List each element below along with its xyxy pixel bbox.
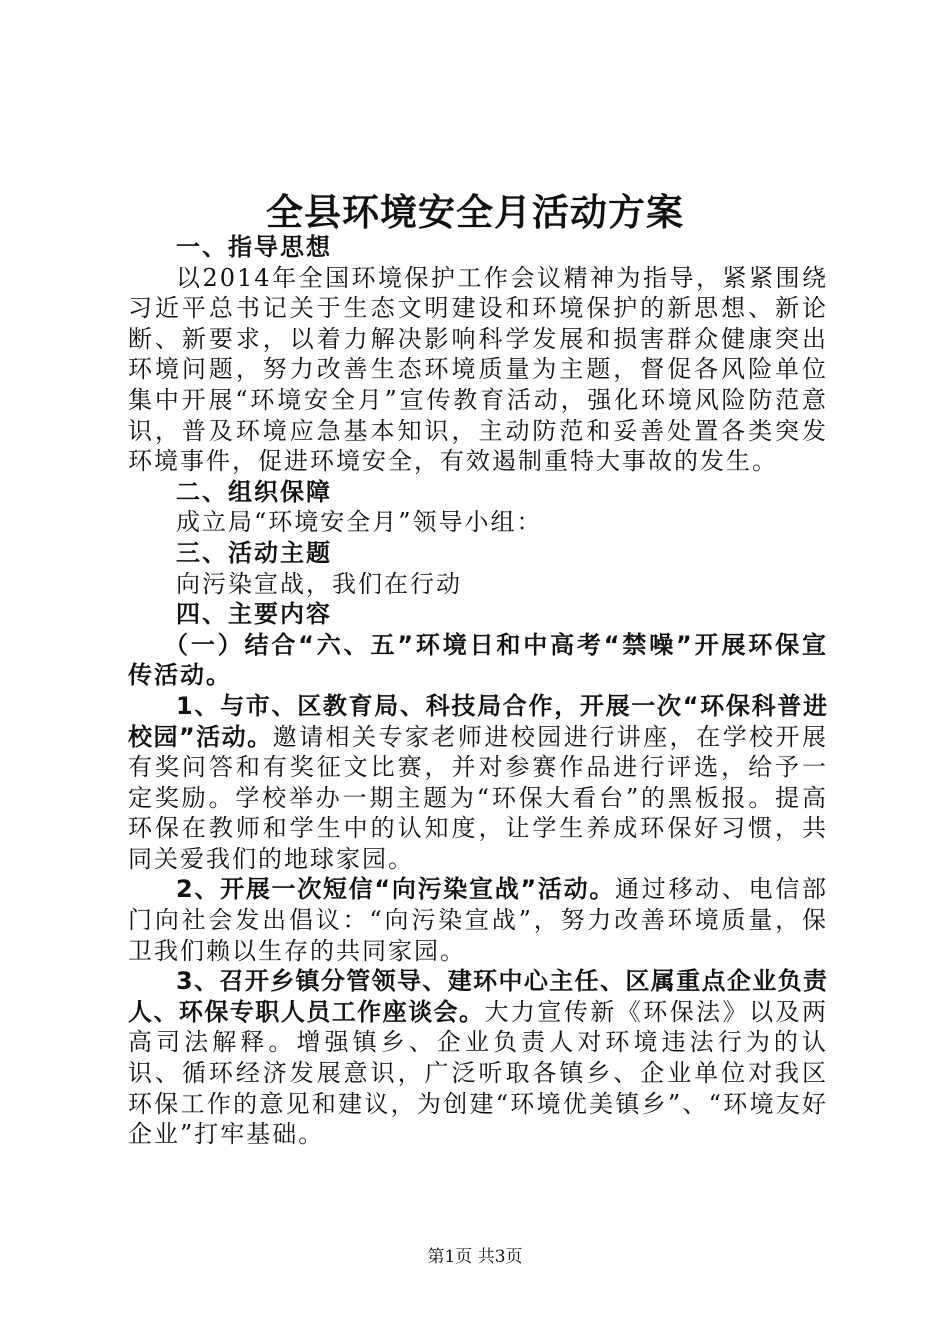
section-paragraph-guiding-thought: 以2014年全国环境保护工作会议精神为指导，紧紧围绕习近平总书记关于生态文明建设和环境保护的新思想、新论断、新要求，以着力解决影响科学发展和损害群众健康突出环境问题，努力改善生态环境质量为主题，督促各风险单位集中开展“环境安全月”宣传教育活动，强化环境风险防范意识，普及环境应急基本知识，主动防范和妥善处置各类突发环境事件，促进环境安全，有效遏制重特大事故的发生。 [128, 263, 828, 476]
item-paragraph-3 [128, 966, 828, 1150]
subsection-heading-1: （一）结合“六、五”环境日和中高考“禁噪”开展环保宣传活动。 [128, 630, 828, 690]
section-heading-theme: 三、活动主题 [176, 538, 332, 567]
item-3-text: 大力宣传新《环保法》以及两高司法解释。增强镇乡、企业负责人对环境违法行为的认识、循环经济发展意识，广泛听取各镇乡、企业单位对我区环保工作的意见和建议，为创建“环境优美镇乡”、“环境友好企业”打牢基础。 [128, 997, 829, 1149]
section-paragraph-theme: 向污染宣战，我们在行动 [176, 569, 462, 598]
document-body [128, 232, 828, 1150]
section-heading-guiding-thought: 一、指导思想 [176, 233, 332, 261]
section-paragraph-organization: 成立局“环境安全月”领导小组： [176, 508, 543, 537]
item-3-lead: 3、召开乡镇分管领导、建环中心主任、区属重点企业负责人、环保专职人员工作座谈会。 [128, 967, 828, 1026]
item-2-text: 通过移动、电信部门向社会发出倡议：“向污染宣战”，努力改善环境质量，保卫我们赖以生存的共同家园。 [128, 875, 829, 965]
item-paragraph-2 [128, 874, 828, 966]
section-heading-organization: 二、组织保障 [176, 477, 332, 506]
item-paragraph-1 [128, 691, 828, 875]
page-title: 全县环境安全月活动方案 [266, 190, 684, 234]
page-footer: 第1页 共3页 [427, 1247, 523, 1267]
item-2-lead: 2、开展一次短信“向污染宣战”活动。 [176, 875, 616, 904]
section-heading-main-content: 四、主要内容 [176, 600, 332, 629]
item-1-text: 邀请相关专家老师进校园进行讲座，在学校开展有奖问答和有奖征文比赛，并对参赛作品进行评选，给予一定奖励。学校举办一期主题为“环保大看台”的黑板报。提高环保在教师和学生中的认知度，让学生养成环保好习惯，共同关爱我们的地球家园。 [128, 722, 828, 873]
item-1-lead: 1、与市、区教育局、科技局合作，开展一次“环保科普进校园”活动。 [128, 691, 828, 751]
